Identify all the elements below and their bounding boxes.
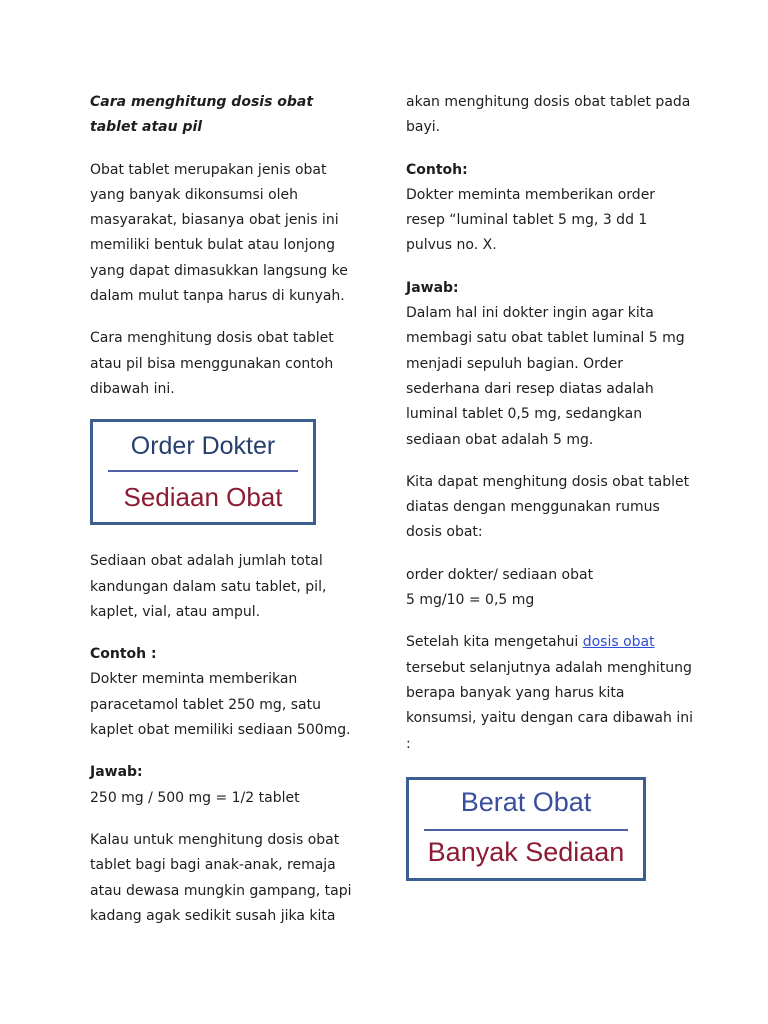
formula-numerator-2: Berat Obat (460, 786, 592, 817)
formula-numerator: Order Dokter (130, 432, 276, 461)
formula-box-order-sediaan (90, 419, 316, 525)
answer-label-2: Jawab: (406, 279, 459, 296)
example-label-2: Contoh: (406, 161, 468, 178)
next-step-suffix: tersebut selanjutnya adalah menghitung berapa banyak yang harus kita konsumsi, yaitu dengan cara dibawah ini : (406, 659, 693, 752)
formula-intro: Kita dapat menghitung dosis obat tablet diatas dengan menggunakan rumus dosis obat: (406, 473, 690, 541)
answer-label: Jawab: (90, 764, 143, 781)
formula-denominator-2: Banyak Sediaan (427, 836, 625, 867)
example-text-2: Dokter meminta memberikan order resep “luminal tablet 5 mg, 3 dd 1 pulvus no. X. (406, 186, 656, 254)
formula-line-2: 5 mg/10 = 0,5 mg (406, 592, 535, 609)
formula-box-berat-banyak (406, 777, 646, 881)
formula-line-1: order dokter/ sediaan obat (406, 566, 594, 583)
left-column (90, 90, 365, 929)
dosis-obat-link[interactable]: dosis obat (582, 634, 655, 651)
right-column (406, 90, 696, 881)
article-title: Cara menghitung dosis obat tablet atau pil (90, 94, 314, 136)
answer-text-2: Dalam hal ini dokter ingin agar kita membagi satu obat tablet luminal 5 mg menjadi sepuluh bagian. Order sederhana dari resep diatas adalah luminal tablet 0,5 mg, sedangkan sediaan obat adalah 5 mg. (406, 305, 685, 448)
continued-paragraph: akan menghitung dosis obat tablet pada bayi. (406, 94, 691, 136)
next-step-prefix: Setelah kita mengetahui (406, 634, 583, 651)
example-label: Contoh : (90, 646, 157, 663)
answer-text: 250 mg / 500 mg = 1/2 tablet (90, 789, 300, 806)
formula-denominator: Sediaan Obat (123, 482, 283, 513)
intro-paragraph: Obat tablet merupakan jenis obat yang banyak dikonsumsi oleh masyarakat, biasanya obat jenis ini memiliki bentuk bulat atau lonjong yang dapat dimasukkan langsung ke dalam mulut tanpa harus di kunyah. (90, 161, 348, 305)
example-text: Dokter meminta memberikan paracetamol tablet 250 mg, satu kaplet obat memiliki sediaan 500mg. (90, 671, 351, 739)
closing-paragraph: Kalau untuk menghitung dosis obat tablet bagi bagi anak-anak, remaja atau dewasa mungkin gampang, tapi kadang agak sedikit susah jika kita (90, 831, 352, 924)
intro-paragraph-2: Cara menghitung dosis obat tablet atau pil bisa menggunakan contoh dibawah ini. (90, 330, 334, 397)
next-step-paragraph (406, 630, 696, 756)
sediaan-definition: Sediaan obat adalah jumlah total kandungan dalam satu tablet, pil, kaplet, vial, atau ampul. (90, 553, 327, 620)
